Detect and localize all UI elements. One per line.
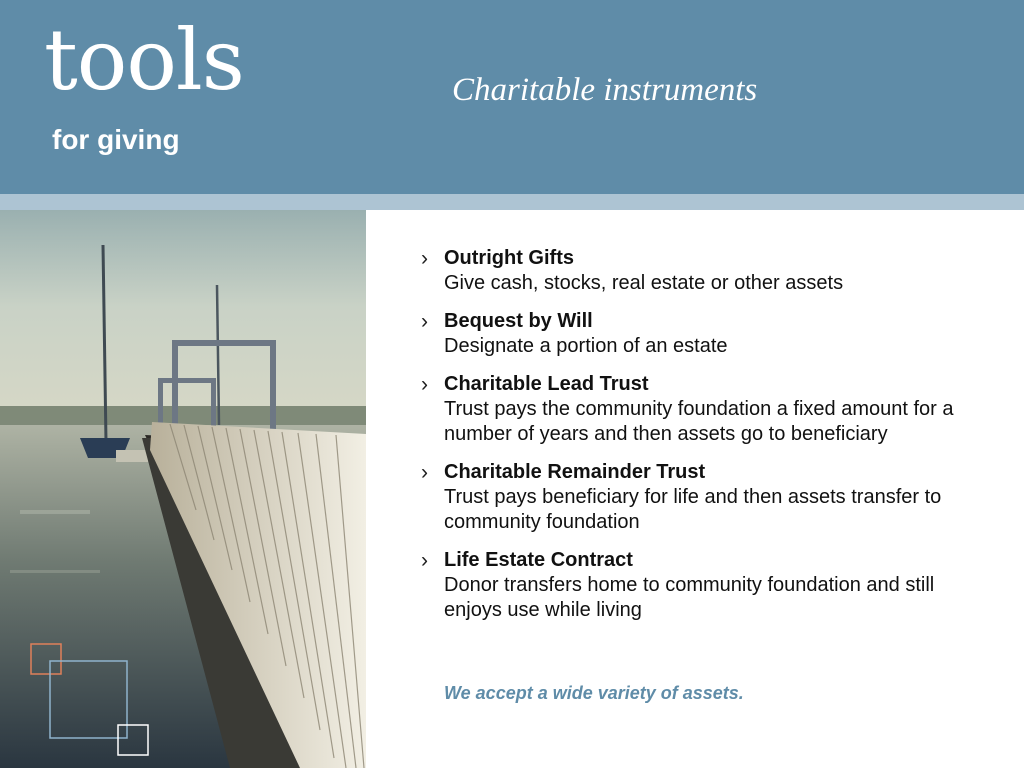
bullet-title: Charitable Lead Trust xyxy=(444,373,649,395)
brand-title: tools xyxy=(44,11,244,109)
bullet-chevron-icon: › xyxy=(421,247,428,270)
bullet-description: Trust pays beneficiary for life and then assets transfer to community foundation xyxy=(444,486,942,533)
bullet-title: Bequest by Will xyxy=(444,310,593,332)
bullet-chevron-icon: › xyxy=(421,373,428,396)
bullet-description: Donor transfers home to community foundation and still enjoys use while living xyxy=(444,574,935,621)
header-stripe xyxy=(0,194,1024,210)
bullet-chevron-icon: › xyxy=(421,461,428,484)
bullet-description: Give cash, stocks, real estate or other assets xyxy=(444,272,844,294)
list-item xyxy=(420,460,990,535)
bullet-description: Trust pays the community foundation a fixed amount for a number of years and then assets go to beneficiary xyxy=(444,398,954,445)
bullet-title: Life Estate Contract xyxy=(444,549,633,571)
marina-dock-photo xyxy=(0,210,366,768)
bullet-chevron-icon: › xyxy=(421,310,428,333)
bullet-title: Charitable Remainder Trust xyxy=(444,461,706,483)
bullet-list xyxy=(420,246,990,636)
header-bar xyxy=(0,0,1024,194)
list-item xyxy=(420,548,990,623)
list-item xyxy=(420,372,990,447)
brand-subtitle: for giving xyxy=(52,124,180,155)
assets-note: We accept a wide variety of assets. xyxy=(444,683,744,703)
slide-heading: Charitable instruments xyxy=(452,72,758,108)
bullet-chevron-icon: › xyxy=(421,549,428,572)
bullet-description: Designate a portion of an estate xyxy=(444,335,728,357)
list-item xyxy=(420,309,990,359)
bullet-title: Outright Gifts xyxy=(444,247,574,269)
list-item xyxy=(420,246,990,296)
